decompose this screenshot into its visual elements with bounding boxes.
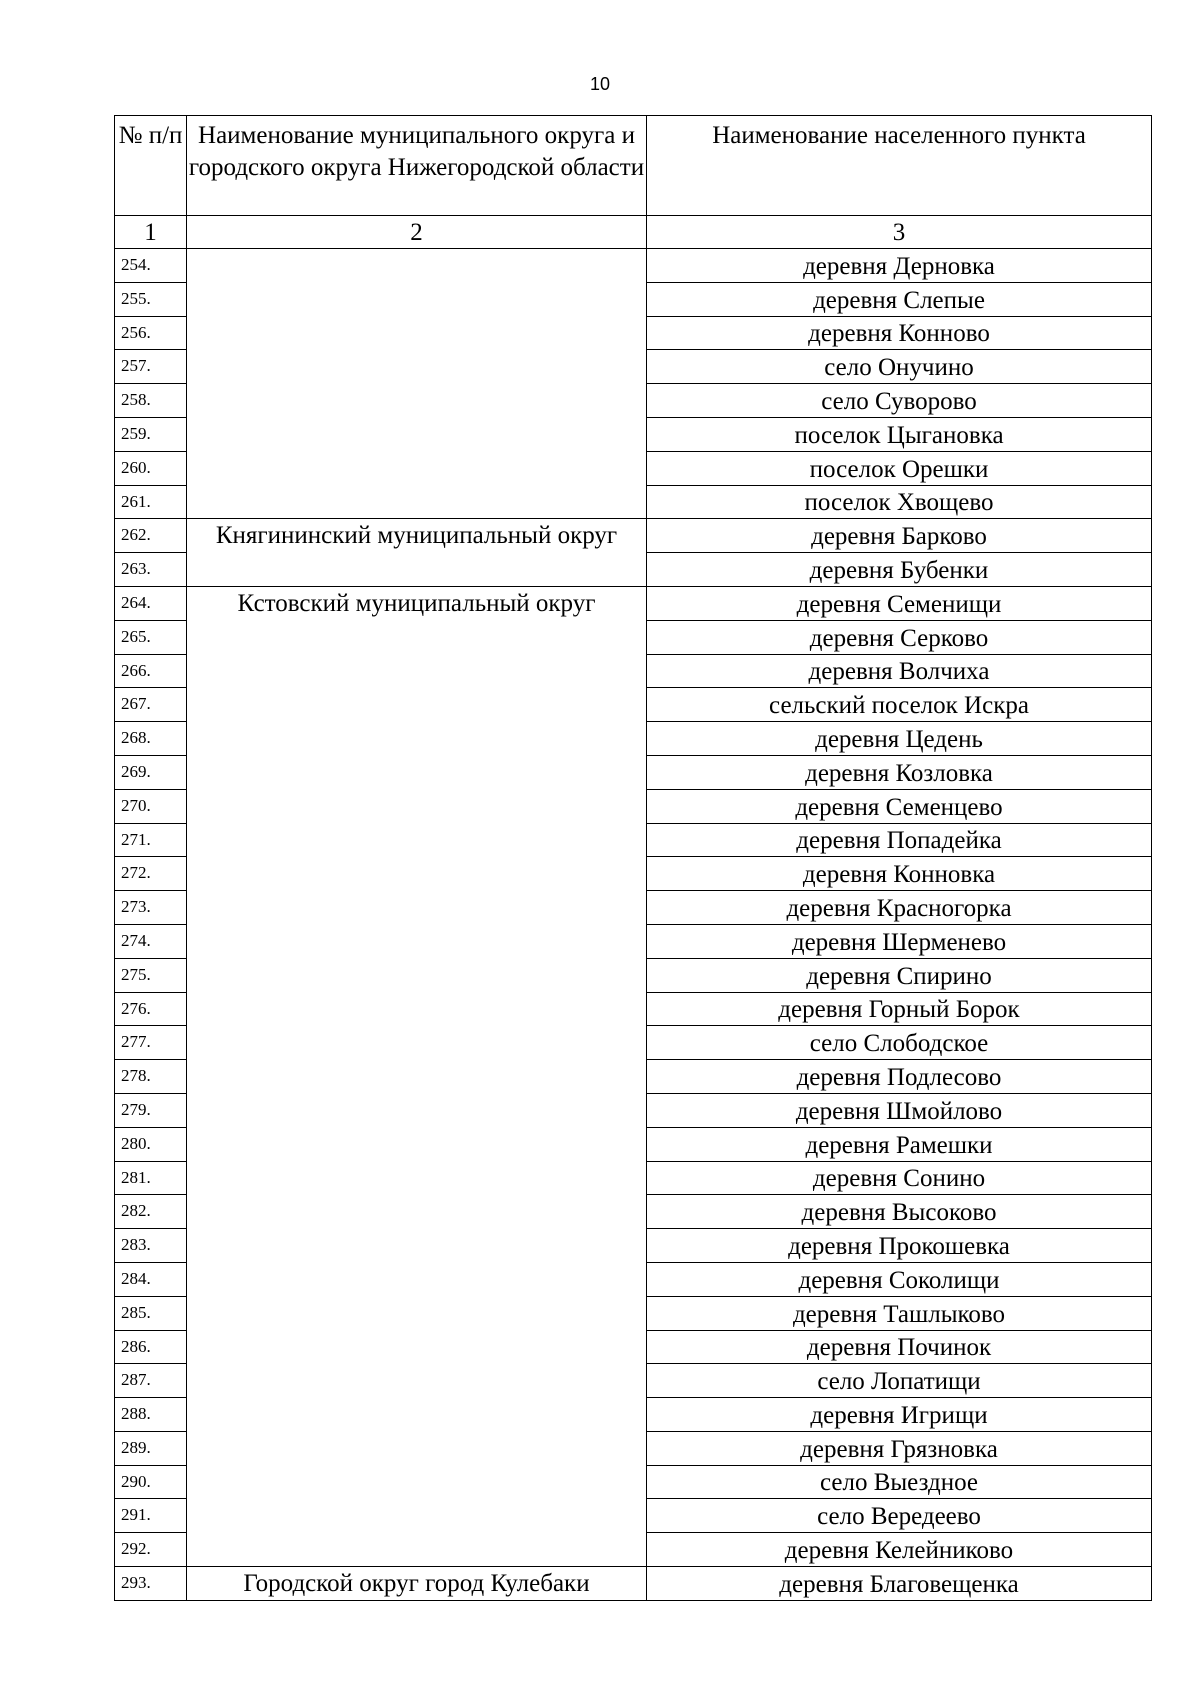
district-name: Княгининский муниципальный округ	[187, 519, 647, 587]
row-number: 269.	[115, 755, 187, 789]
table-body	[115, 249, 1152, 1601]
table-row	[115, 586, 1152, 620]
row-number: 280.	[115, 1127, 187, 1161]
settlement-name: деревня Шмойлово	[647, 1093, 1152, 1127]
settlement-name: деревня Серково	[647, 620, 1152, 654]
row-number: 291.	[115, 1499, 187, 1533]
settlement-name: деревня Дерновка	[647, 249, 1152, 283]
settlement-name: деревня Рамешки	[647, 1127, 1152, 1161]
settlement-name: село Выездное	[647, 1465, 1152, 1499]
district-name: Кстовский муниципальный округ	[187, 586, 647, 1566]
settlement-name: поселок Хвощево	[647, 485, 1152, 519]
column-number: 3	[647, 216, 1152, 249]
row-number: 271.	[115, 823, 187, 857]
settlement-name: деревня Игрищи	[647, 1398, 1152, 1432]
row-number: 258.	[115, 384, 187, 418]
row-number: 259.	[115, 417, 187, 451]
row-number: 279.	[115, 1093, 187, 1127]
row-number: 284.	[115, 1262, 187, 1296]
row-number: 292.	[115, 1533, 187, 1567]
settlement-name: деревня Келейниково	[647, 1533, 1152, 1567]
settlement-name: деревня Подлесово	[647, 1060, 1152, 1094]
column-number: 1	[115, 216, 187, 249]
header-district: Наименование муниципального округа и городского округа Нижегородской области	[187, 116, 647, 216]
settlement-name: поселок Цыгановка	[647, 417, 1152, 451]
row-number: 293.	[115, 1567, 187, 1601]
row-number: 256.	[115, 316, 187, 350]
row-number: 263.	[115, 553, 187, 587]
row-number: 262.	[115, 519, 187, 553]
row-number: 287.	[115, 1364, 187, 1398]
table-row	[115, 249, 1152, 283]
settlement-name: деревня Конново	[647, 316, 1152, 350]
district-name	[187, 249, 647, 519]
settlement-name: село Вередеево	[647, 1499, 1152, 1533]
settlement-name: деревня Бубенки	[647, 553, 1152, 587]
row-number: 286.	[115, 1330, 187, 1364]
row-number: 265.	[115, 620, 187, 654]
settlement-name: село Лопатищи	[647, 1364, 1152, 1398]
settlement-name: деревня Конновка	[647, 857, 1152, 891]
row-number: 282.	[115, 1195, 187, 1229]
row-number: 255.	[115, 282, 187, 316]
settlement-name: деревня Семенцево	[647, 789, 1152, 823]
table-row	[115, 1567, 1152, 1601]
row-number: 257.	[115, 350, 187, 384]
row-number: 273.	[115, 891, 187, 925]
settlements-table	[114, 115, 1152, 1601]
row-number: 285.	[115, 1296, 187, 1330]
row-number: 266.	[115, 654, 187, 688]
column-number-row	[115, 216, 1152, 249]
settlement-name: деревня Прокошевка	[647, 1229, 1152, 1263]
settlement-name: деревня Починок	[647, 1330, 1152, 1364]
settlement-name: деревня Волчиха	[647, 654, 1152, 688]
row-number: 288.	[115, 1398, 187, 1432]
settlement-name: деревня Благовещенка	[647, 1567, 1152, 1601]
settlement-name: деревня Козловка	[647, 755, 1152, 789]
district-name: Городской округ город Кулебаки	[187, 1567, 647, 1601]
settlement-name: деревня Цедень	[647, 722, 1152, 756]
settlement-name: деревня Шерменево	[647, 924, 1152, 958]
row-number: 290.	[115, 1465, 187, 1499]
settlement-name: деревня Красногорка	[647, 891, 1152, 925]
row-number: 260.	[115, 451, 187, 485]
table-header-row	[115, 116, 1152, 216]
settlement-name: село Онучино	[647, 350, 1152, 384]
page-number: 10	[589, 74, 611, 94]
settlement-name: сельский поселок Искра	[647, 688, 1152, 722]
row-number: 267.	[115, 688, 187, 722]
settlement-name: деревня Горный Борок	[647, 992, 1152, 1026]
row-number: 289.	[115, 1431, 187, 1465]
table-row	[115, 519, 1152, 553]
settlement-name: деревня Высоково	[647, 1195, 1152, 1229]
settlement-name: деревня Слепые	[647, 282, 1152, 316]
row-number: 272.	[115, 857, 187, 891]
row-number: 283.	[115, 1229, 187, 1263]
settlement-name: деревня Спирино	[647, 958, 1152, 992]
row-number: 277.	[115, 1026, 187, 1060]
settlement-name: деревня Ташлыково	[647, 1296, 1152, 1330]
row-number: 261.	[115, 485, 187, 519]
row-number: 281.	[115, 1161, 187, 1195]
settlement-name: деревня Попадейка	[647, 823, 1152, 857]
row-number: 264.	[115, 586, 187, 620]
row-number: 278.	[115, 1060, 187, 1094]
header-num: № п/п	[115, 116, 187, 216]
settlement-name: деревня Семенищи	[647, 586, 1152, 620]
row-number: 276.	[115, 992, 187, 1026]
settlement-name: деревня Сонино	[647, 1161, 1152, 1195]
settlement-name: деревня Соколищи	[647, 1262, 1152, 1296]
settlement-name: село Суворово	[647, 384, 1152, 418]
settlement-name: деревня Барково	[647, 519, 1152, 553]
row-number: 254.	[115, 249, 187, 283]
row-number: 274.	[115, 924, 187, 958]
row-number: 268.	[115, 722, 187, 756]
settlement-name: поселок Орешки	[647, 451, 1152, 485]
settlement-name: деревня Грязновка	[647, 1431, 1152, 1465]
row-number: 270.	[115, 789, 187, 823]
column-number: 2	[187, 216, 647, 249]
header-settlement: Наименование населенного пункта	[647, 116, 1152, 216]
settlement-name: село Слободское	[647, 1026, 1152, 1060]
row-number: 275.	[115, 958, 187, 992]
